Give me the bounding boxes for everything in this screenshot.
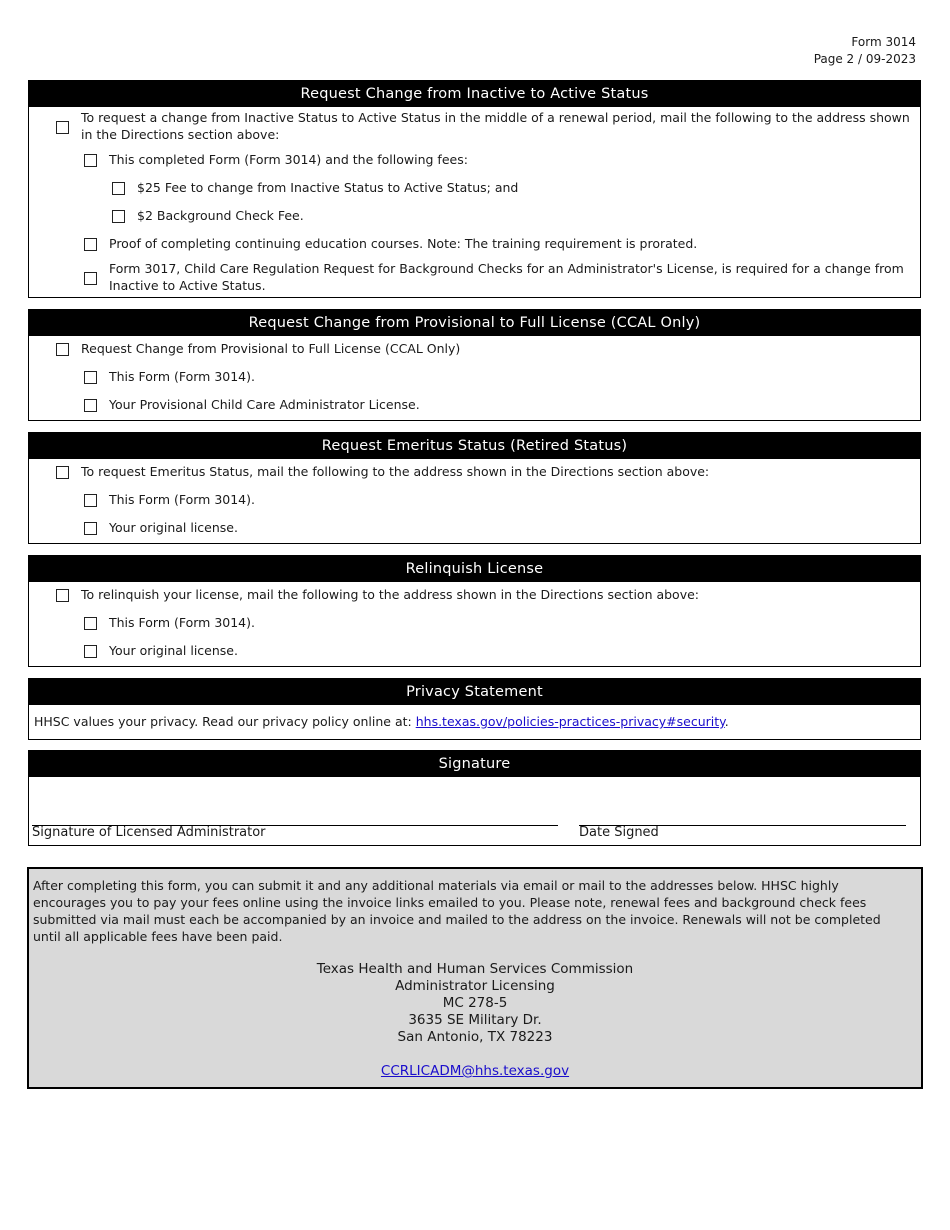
section-privacy bbox=[28, 678, 921, 740]
section-provisional-to-full bbox=[28, 309, 921, 421]
section-title: Privacy Statement bbox=[29, 679, 920, 705]
section-title: Relinquish License bbox=[29, 556, 920, 582]
checkbox[interactable] bbox=[84, 272, 97, 285]
section-title: Signature bbox=[29, 751, 920, 777]
privacy-text bbox=[34, 713, 729, 730]
checkbox[interactable] bbox=[112, 182, 125, 195]
checkbox[interactable] bbox=[84, 154, 97, 167]
privacy-intro: HHSC values your privacy. Read our privacy policy online at: bbox=[34, 714, 416, 729]
section-title: Request Change from Provisional to Full License (CCAL Only) bbox=[29, 310, 920, 336]
address-line: Texas Health and Human Services Commission bbox=[316, 961, 634, 977]
section-title: Request Emeritus Status (Retired Status) bbox=[29, 433, 920, 459]
date-field[interactable] bbox=[579, 797, 906, 826]
checkbox[interactable] bbox=[84, 645, 97, 658]
checkbox[interactable] bbox=[56, 589, 69, 602]
checkbox[interactable] bbox=[84, 494, 97, 507]
item-label: This Form (Form 3014). bbox=[109, 615, 255, 630]
checkbox[interactable] bbox=[112, 210, 125, 223]
submission-info-box bbox=[27, 867, 923, 1089]
signature-field[interactable] bbox=[32, 797, 558, 826]
form-identifier bbox=[814, 34, 916, 68]
item-label: To request Emeritus Status, mail the following to the address shown in the Directions section above: bbox=[81, 464, 710, 479]
item-label: Request Change from Provisional to Full License (CCAL Only) bbox=[81, 341, 461, 356]
item-label: Your Provisional Child Care Administrator License. bbox=[109, 397, 420, 412]
submission-instructions: After completing this form, you can submit it and any additional materials via email or mail to the addresses below. HHSC highly encourages you to pay your fees online using the invoice links emailed to you. Please note, renewal fees and background check fees submitted via mail must each be accompanied by an invoice and mailed to the address on the invoice. Renewals will not be completed until all applicable fees have been paid. bbox=[33, 878, 881, 944]
checkbox[interactable] bbox=[84, 617, 97, 630]
item-label: Your original license. bbox=[109, 643, 238, 658]
signature-label: Signature of Licensed Administrator bbox=[32, 825, 266, 840]
section-relinquish bbox=[28, 555, 921, 667]
item-label: To request a change from Inactive Status to Active Status in the middle of a renewal period, mail the following to the address shown in the Directions section above: bbox=[81, 110, 910, 142]
section-title: Request Change from Inactive to Active Status bbox=[29, 81, 920, 107]
checkbox[interactable] bbox=[84, 399, 97, 412]
checkbox[interactable] bbox=[84, 371, 97, 384]
item-label: To relinquish your license, mail the following to the address shown in the Directions section above: bbox=[81, 587, 700, 602]
item-label: This Form (Form 3014). bbox=[109, 492, 255, 507]
checkbox[interactable] bbox=[56, 121, 69, 134]
item-label: This completed Form (Form 3014) and the following fees: bbox=[109, 152, 468, 167]
address-line: Administrator Licensing bbox=[395, 978, 555, 994]
item-label: Proof of completing continuing education courses. Note: The training requirement is prorated. bbox=[109, 236, 698, 251]
item-label: $25 Fee to change from Inactive Status to Active Status; and bbox=[137, 180, 519, 195]
email-link[interactable]: CCRLICADM@hhs.texas.gov bbox=[380, 1063, 570, 1079]
mailing-address bbox=[29, 961, 921, 1080]
item-label: Your original license. bbox=[109, 520, 238, 535]
checkbox[interactable] bbox=[84, 522, 97, 535]
section-signature bbox=[28, 750, 921, 846]
checkbox[interactable] bbox=[56, 343, 69, 356]
section-emeritus bbox=[28, 432, 921, 544]
item-label: This Form (Form 3014). bbox=[109, 369, 255, 384]
address-line: 3635 SE Military Dr. bbox=[408, 1012, 542, 1028]
section-inactive-to-active bbox=[28, 80, 921, 298]
address-line: MC 278-5 bbox=[442, 995, 508, 1011]
date-label: Date Signed bbox=[579, 825, 659, 840]
address-line: San Antonio, TX 78223 bbox=[397, 1029, 553, 1045]
privacy-end: . bbox=[724, 714, 729, 729]
checkbox[interactable] bbox=[56, 466, 69, 479]
item-label: $2 Background Check Fee. bbox=[137, 208, 304, 223]
privacy-policy-link[interactable]: hhs.texas.gov/policies-practices-privacy#security bbox=[415, 714, 725, 729]
checkbox[interactable] bbox=[84, 238, 97, 251]
form-number: Form 3014 bbox=[851, 35, 916, 49]
page-info: Page 2 / 09-2023 bbox=[813, 52, 916, 66]
item-label: Form 3017, Child Care Regulation Request for Background Checks for an Administrator's License, is required for a change from Inactive to Active Status. bbox=[109, 261, 904, 293]
